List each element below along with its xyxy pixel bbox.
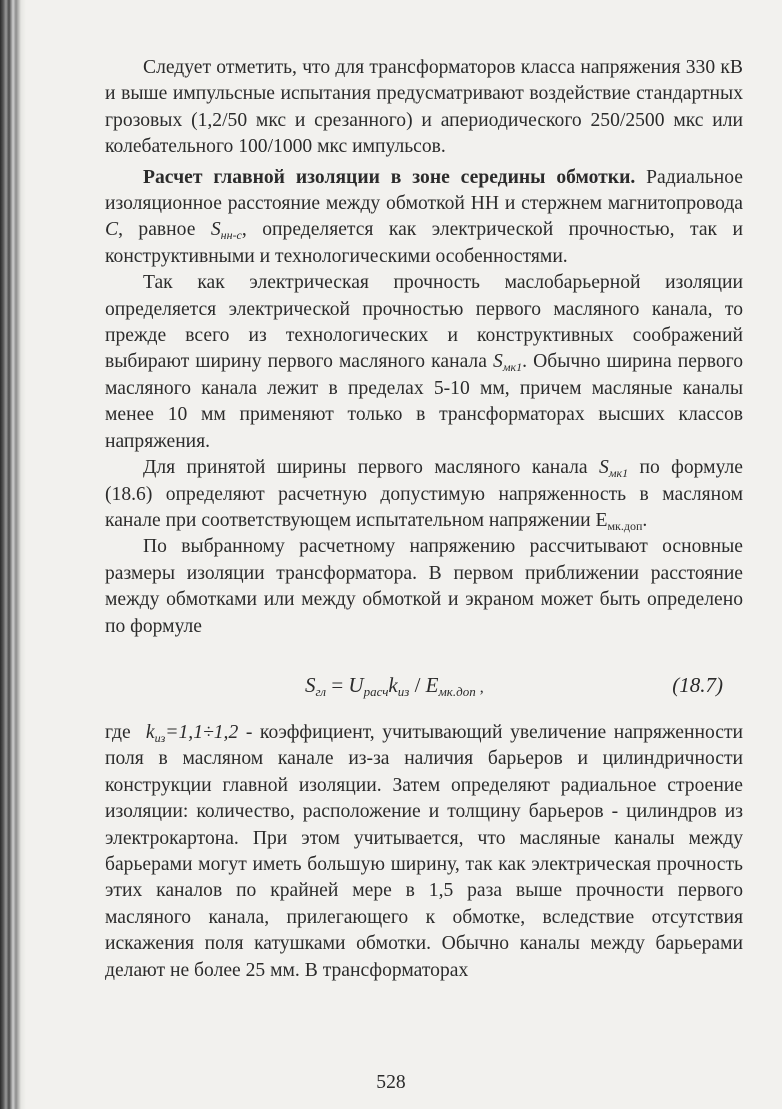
paragraph-text: Следует отметить, что для трансформаторов класса напряжения 330 кВ и выше импульсные испытания предусматривают воздействие стандартных грозовых (1,2/50 мкс и срезанного) и апериодического 250/2500 мкс или колебательного 100/1000 мкс импульсов. bbox=[105, 57, 743, 158]
symbol-letter: S bbox=[493, 351, 503, 373]
formula-operator: = bbox=[326, 672, 349, 697]
paragraph-text: По выбранному расчетному напряжению рассчитывают основные размеры изоляции трансформатора. В первом приближении расстояние между обмотками или между обмоткой и экраном может быть определено по формуле bbox=[105, 536, 743, 637]
formula-symbol: E bbox=[425, 672, 439, 697]
symbol-s-nn-c bbox=[210, 219, 242, 243]
symbol-value: =1,1÷1,2 bbox=[165, 721, 239, 743]
symbol-c: С bbox=[105, 219, 119, 241]
paragraph-text: . bbox=[642, 509, 648, 531]
symbol-subscript: мк1 bbox=[608, 466, 629, 481]
paragraph-text: . Обычно ширина первого масляного канала лежит в пределах 5-10 мм, причем масляные каналы менее 10 мм применяют только в трансформаторах высших классов напряжения. bbox=[105, 351, 743, 452]
symbol-s-mk1 bbox=[493, 351, 523, 375]
paragraph-main-insulation bbox=[105, 165, 743, 271]
formula-subscript: гл bbox=[315, 683, 327, 699]
formula-symbol: U bbox=[348, 672, 364, 697]
symbol-s-mk1 bbox=[599, 457, 629, 481]
paragraph-text: Так как электрическая прочность маслобарьерной изоляции определяется электрической прочностью первого масляного канала, то прежде всего из технологических и конструктивных соображений выбирают ширину первого масляного канала bbox=[105, 272, 743, 373]
formula-subscript: из bbox=[397, 683, 410, 699]
symbol-letter: S bbox=[599, 457, 609, 479]
paragraph-first-channel bbox=[105, 270, 743, 455]
formula-operator: / bbox=[409, 672, 426, 697]
paragraph-text: , определяется как электрической прочностью, так и конструктивными и технологическими особенностями. bbox=[105, 219, 743, 267]
formula-subscript: расч bbox=[363, 683, 389, 699]
formula-symbol: S bbox=[305, 672, 316, 697]
section-heading: Расчет главной изоляции в зоне середины обмотки. bbox=[143, 166, 636, 188]
paragraph-text: Для принятой ширины первого масляного канала bbox=[143, 457, 600, 479]
symbol-letter: k bbox=[145, 721, 155, 743]
book-binding-edge bbox=[0, 0, 26, 1109]
symbol-subscript: мк1 bbox=[502, 360, 523, 375]
formula-subscript: мк.доп bbox=[438, 683, 476, 699]
paragraph-text: где bbox=[105, 721, 146, 743]
paragraph-text: - коэффициент, учитывающий увеличение напряженности поля в масляном канале из-за наличия барьеров и цилиндричности конструкции главной изоляции. Затем определяют радиальное строение изоляции: количество, расположение и толщину барьеров - цилиндров из электрокартона. При этом учитывается, что масляные каналы между барьерами могут иметь большую ширину, так как электрическая прочность этих каналов по крайней мере в 1,5 раза выше прочности первого масляного канала, прилегающего к обмотке, вследствие отсутствия искажения поля катушками обмотки. Обычно каналы между барьерами делают не более 25 мм. В трансформаторах bbox=[105, 721, 743, 981]
symbol-letter: S bbox=[210, 219, 221, 241]
symbol-e-mk-dop bbox=[595, 510, 642, 531]
paragraph-insulation-size bbox=[105, 534, 743, 640]
symbol-subscript: мк.доп bbox=[607, 518, 643, 533]
formula-symbol: k bbox=[388, 672, 398, 697]
paragraph-channel-width bbox=[105, 455, 743, 534]
formula-comma: , bbox=[475, 678, 484, 696]
paragraph-coefficient bbox=[105, 720, 743, 984]
paragraph-text: , равное bbox=[118, 219, 211, 241]
symbol-k-iz bbox=[146, 722, 238, 743]
symbol-subscript: из bbox=[154, 730, 166, 745]
paragraph-impulse-tests bbox=[105, 55, 743, 161]
paragraph-text: Радиальное изоляционное расстояние между обмоткой НН и стержнем магнитопровода bbox=[105, 166, 744, 215]
symbol-letter: Е bbox=[595, 509, 608, 531]
paragraph-text: по формуле (18.6) определяют расчетную допустимую напряженность в масляном канале при соответствующем испытательном напряжении bbox=[105, 457, 743, 531]
formula-expression bbox=[305, 672, 484, 701]
symbol-subscript: нн-с bbox=[220, 228, 242, 243]
page-number: 528 bbox=[376, 1072, 406, 1093]
formula-18-7 bbox=[105, 656, 743, 714]
page-body bbox=[105, 55, 743, 984]
equation-number: (18.7) bbox=[672, 672, 723, 697]
